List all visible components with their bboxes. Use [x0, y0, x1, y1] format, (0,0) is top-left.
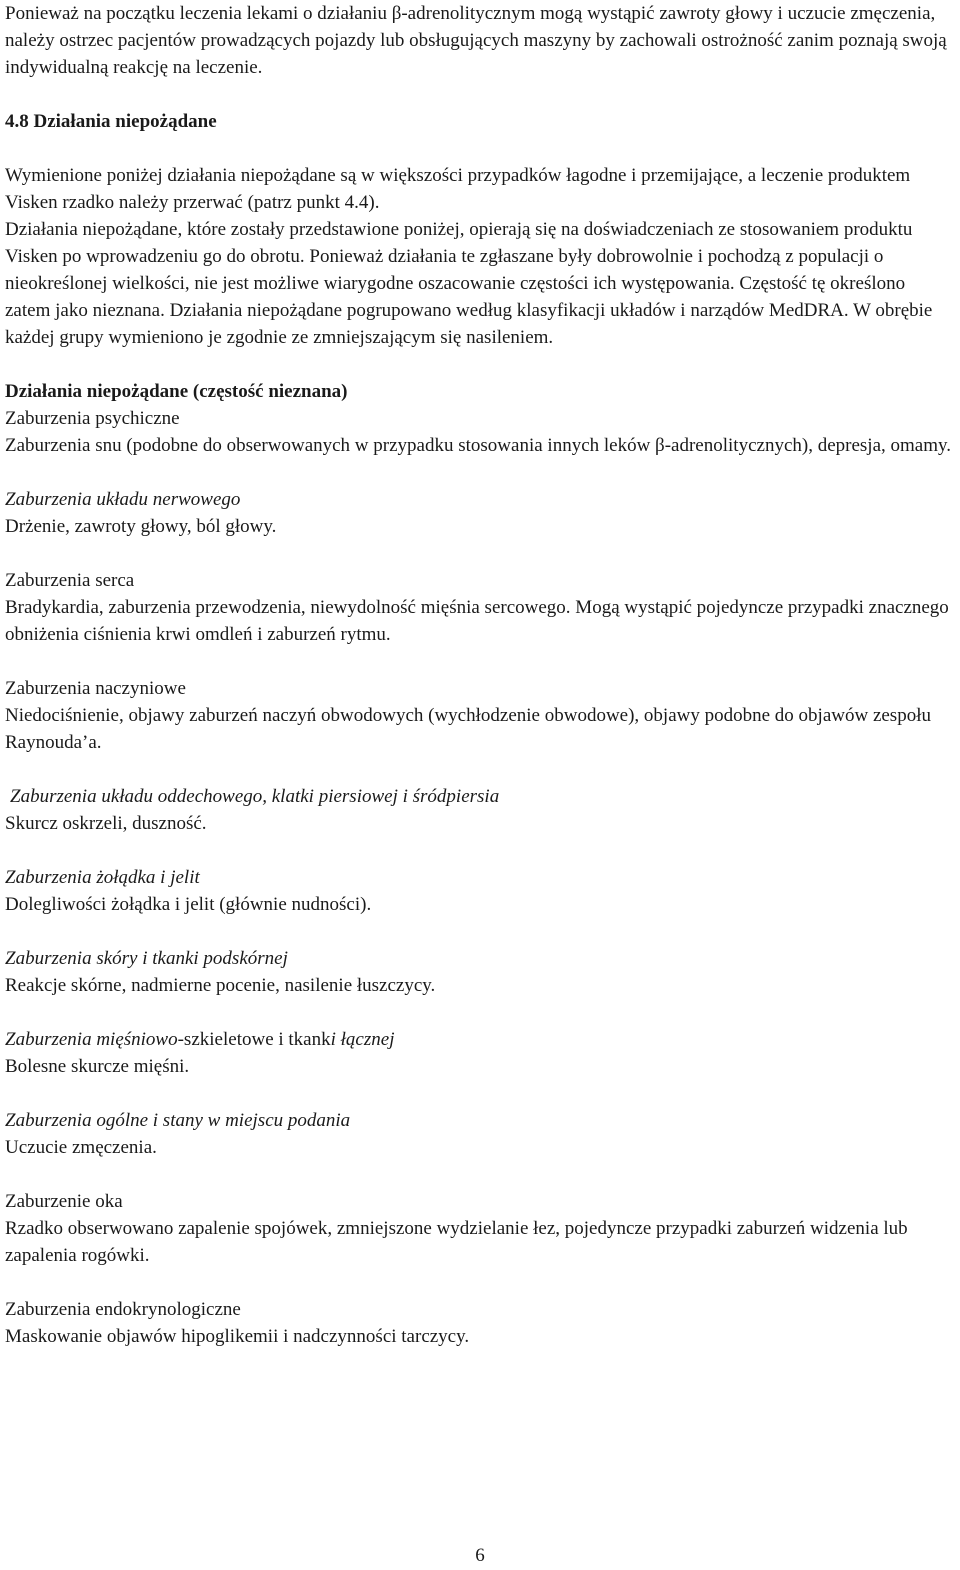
intro-paragraph: Ponieważ na początku leczenia lekami o działaniu β-adrenolitycznym mogą wystąpić zawroty głowy i uczucie zmęczenia, należy ostrzec pacjentów prowadzących pojazdy lub obsługujących maszyny by zachowali ostrożność zanim poznają swoją indywidualną reakcję na leczenie.: [5, 3, 947, 78]
category-skin: Zaburzenia skóry i tkanki podskórnej: [5, 948, 288, 969]
category-endocrine: Zaburzenia endokrynologiczne: [5, 1299, 241, 1320]
category-musculoskeletal-part-1: Zaburzenia mięśniowo: [5, 1029, 178, 1050]
section-title: 4.8 Działania niepożądane: [5, 111, 217, 132]
effects-skin: Reakcje skórne, nadmierne pocenie, nasilenie łuszczycy.: [5, 975, 436, 996]
category-eye: Zaburzenie oka: [5, 1191, 123, 1212]
section-paragraph-2: Działania niepożądane, które zostały przedstawione poniżej, opierają się na doświadczeniach ze stosowaniem produktu Visken po wprowadzeniu go do obrotu. Ponieważ działania te zgłaszane były dobrowolnie i pochodzą z populacji o nieokreślonej wielkości, nie jest możliwe wiarygodne oszacowanie częstości ich występowania. Częstość tę określono zatem jako nieznana. Działania niepożądane pogrupowano według klasyfikacji układów i narządów MedDRA. W obrębie każdej grupy wymieniono je zgodnie ze zmniejszającym się nasileniem.: [5, 219, 933, 348]
category-gastrointestinal: Zaburzenia żołądka i jelit: [5, 867, 200, 888]
effects-general: Uczucie zmęczenia.: [5, 1137, 157, 1158]
effects-gastrointestinal: Dolegliwości żołądka i jelit (głównie nudności).: [5, 894, 372, 915]
effects-psychiatric: Zaburzenia snu (podobne do obserwowanych w przypadku stosowania innych leków β-adrenolitycznych), depresja, omamy.: [5, 435, 952, 456]
page-number: 6: [475, 1545, 485, 1566]
effects-vascular: Niedociśnienie, objawy zaburzeń naczyń obwodowych (wychłodzenie obwodowe), objawy podobne do objawów zespołu Raynouda’a.: [5, 705, 931, 753]
category-musculoskeletal-part-2: -szkieletowe i tkank: [177, 1029, 331, 1050]
category-musculoskeletal-part-3: i łącznej: [330, 1029, 395, 1050]
category-general: Zaburzenia ogólne i stany w miejscu podania: [5, 1110, 351, 1131]
category-respiratory: Zaburzenia układu oddechowego, klatki piersiowej i śródpiersia: [10, 786, 500, 807]
document-page: [5, 0, 955, 1350]
effects-musculoskeletal: Bolesne skurcze mięśni.: [5, 1056, 190, 1077]
section-paragraph-1: Wymienione poniżej działania niepożądane są w większości przypadków łagodne i przemijające, a leczenie produktem Visken rzadko należy przerwać (patrz punkt 4.4).: [5, 165, 911, 213]
effects-endocrine: Maskowanie objawów hipoglikemii i nadczynności tarczycy.: [5, 1326, 470, 1347]
category-vascular: Zaburzenia naczyniowe: [5, 678, 186, 699]
category-psychiatric: Zaburzenia psychiczne: [5, 408, 180, 429]
category-cardiac: Zaburzenia serca: [5, 570, 135, 591]
effects-cardiac: Bradykardia, zaburzenia przewodzenia, niewydolność mięśnia sercowego. Mogą wystąpić pojedyncze przypadki znacznego obniżenia ciśnienia krwi omdleń i zaburzeń rytmu.: [5, 597, 949, 645]
effects-heading: Działania niepożądane (częstość nieznana): [5, 381, 348, 402]
effects-nervous-system: Drżenie, zawroty głowy, ból głowy.: [5, 516, 277, 537]
effects-respiratory: Skurcz oskrzeli, duszność.: [5, 813, 207, 834]
effects-eye: Rzadko obserwowano zapalenie spojówek, zmniejszone wydzielanie łez, pojedyncze przypadki zaburzeń widzenia lub zapalenia rogówki.: [5, 1218, 908, 1266]
category-nervous-system: Zaburzenia układu nerwowego: [5, 489, 241, 510]
category-musculoskeletal: [5, 1026, 955, 1053]
